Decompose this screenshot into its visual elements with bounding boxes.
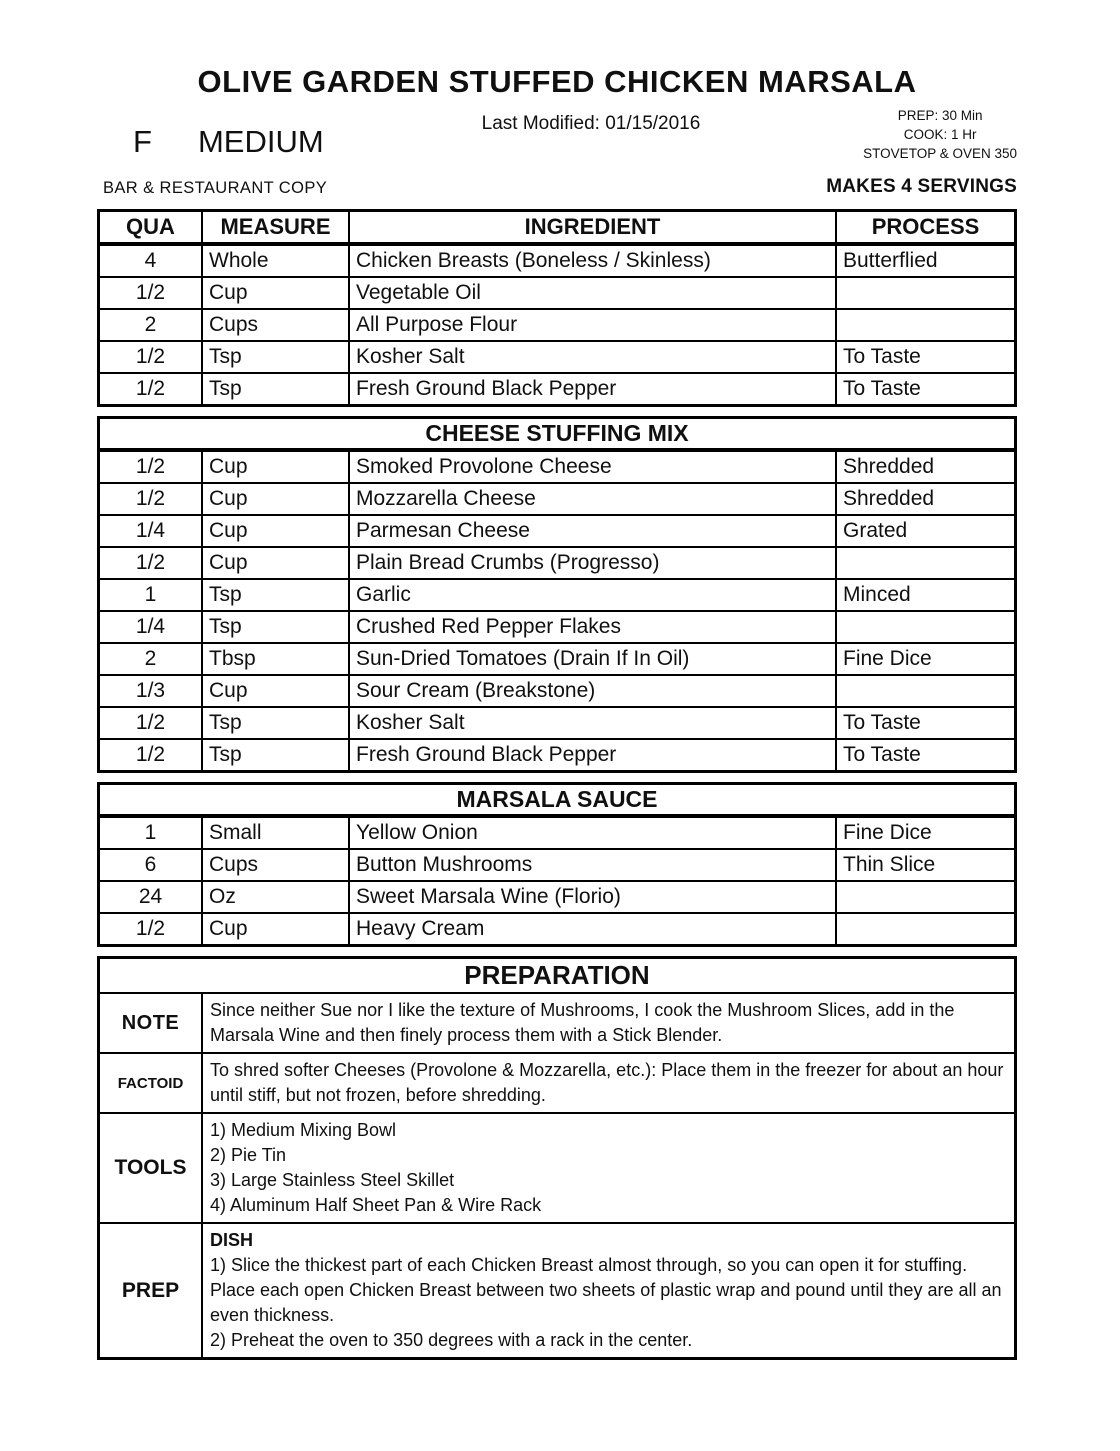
ingredient-row <box>100 880 1014 912</box>
measure-cell: Oz <box>201 882 348 912</box>
ingredient-row <box>100 642 1014 674</box>
ingredient-row <box>100 610 1014 642</box>
qua-cell: 1/3 <box>135 679 166 702</box>
ingredient-cell: Fresh Ground Black Pepper <box>348 740 835 770</box>
ingredient-row <box>100 244 1014 276</box>
ingredient-cell: Garlic <box>348 580 835 610</box>
qua-cell: 1 <box>144 821 157 844</box>
ingredient-cell: Crushed Red Pepper Flakes <box>348 612 835 642</box>
preparation-title: PREPARATION <box>100 959 1014 994</box>
preparation-row-prep <box>100 1222 1014 1357</box>
process-cell <box>835 310 1014 340</box>
ingredients-table-marsala-sauce <box>97 782 1017 947</box>
qua-cell: 1/4 <box>135 615 166 638</box>
measure-cell: Tsp <box>201 612 348 642</box>
factoid-text: To shred softer Cheeses (Provolone & Mozzarella, etc.): Place them in the freezer for about an hour until stiff, but not frozen, before shredding. <box>210 1060 1004 1105</box>
tools-list <box>203 1114 1014 1222</box>
process-cell: Thin Slice <box>835 850 1014 880</box>
qua-cell: 1/2 <box>135 917 166 940</box>
measure-cell: Cup <box>201 914 348 944</box>
measure-cell: Cup <box>201 548 348 578</box>
ingredients-table-cheese-stuffing <box>97 416 1017 773</box>
qua-cell: 2 <box>144 313 157 336</box>
qua-cell: 2 <box>144 647 157 670</box>
measure-cell: Tsp <box>201 580 348 610</box>
ingredient-cell: Kosher Salt <box>348 342 835 372</box>
prep-heading: DISH <box>210 1230 254 1250</box>
process-cell: To Taste <box>835 740 1014 770</box>
ingredient-row <box>100 738 1014 770</box>
ingredients-table-main <box>97 209 1017 407</box>
tool-item: 4) Aluminum Half Sheet Pan & Wire Rack <box>210 1195 542 1215</box>
ingredient-cell: Yellow Onion <box>348 818 835 848</box>
ingredient-row <box>100 706 1014 738</box>
qua-cell: 1 <box>144 583 157 606</box>
col-header-qua: QUA <box>126 214 175 239</box>
recipe-size: MEDIUM <box>197 124 324 159</box>
qua-cell: 1/2 <box>135 743 166 766</box>
recipe-content <box>97 0 1017 1369</box>
ingredient-cell: Sun-Dried Tomatoes (Drain If In Oil) <box>348 644 835 674</box>
qua-cell: 1/2 <box>135 455 166 478</box>
ingredient-row <box>100 276 1014 308</box>
ingredient-row <box>100 912 1014 944</box>
prep-steps <box>203 1224 1014 1357</box>
process-cell: To Taste <box>835 708 1014 738</box>
measure-cell: Cup <box>201 484 348 514</box>
ingredient-row <box>100 546 1014 578</box>
preparation-table <box>97 956 1017 1360</box>
note-label: NOTE <box>100 994 203 1052</box>
process-cell <box>835 612 1014 642</box>
ingredient-cell: Fresh Ground Black Pepper <box>348 374 835 404</box>
col-header-process: PROCESS <box>835 212 1014 242</box>
col-header-ingredient: INGREDIENT <box>348 212 835 242</box>
factoid-label: FACTOID <box>100 1054 203 1112</box>
process-cell <box>835 548 1014 578</box>
preparation-row-tools <box>100 1112 1014 1222</box>
section-title-cheese-stuffing: CHEESE STUFFING MIX <box>100 419 1014 450</box>
measure-cell: Tsp <box>201 374 348 404</box>
ingredient-row <box>100 308 1014 340</box>
ingredient-cell: Button Mushrooms <box>348 850 835 880</box>
ingredient-cell: Vegetable Oil <box>348 278 835 308</box>
table-header-row <box>100 212 1014 244</box>
ingredient-row <box>100 514 1014 546</box>
last-modified: Last Modified: 01/15/2016 <box>481 113 701 134</box>
measure-cell: Small <box>201 818 348 848</box>
process-cell: Butterflied <box>835 246 1014 276</box>
ingredient-cell: Sweet Marsala Wine (Florio) <box>348 882 835 912</box>
recipe-code: F <box>133 124 152 159</box>
measure-cell: Cup <box>201 516 348 546</box>
ingredient-cell: Smoked Provolone Cheese <box>348 452 835 482</box>
process-cell: Fine Dice <box>835 818 1014 848</box>
ingredient-row <box>100 340 1014 372</box>
process-cell <box>835 278 1014 308</box>
process-cell: Fine Dice <box>835 644 1014 674</box>
qua-cell: 24 <box>138 885 163 908</box>
ingredient-row <box>100 848 1014 880</box>
measure-cell: Cup <box>201 676 348 706</box>
prep-step: 2) Preheat the oven to 350 degrees with a rack in the center. <box>210 1330 693 1350</box>
process-cell: Minced <box>835 580 1014 610</box>
measure-cell: Tsp <box>201 708 348 738</box>
qua-cell: 1/2 <box>135 345 166 368</box>
process-cell: Shredded <box>835 484 1014 514</box>
ingredient-cell: Plain Bread Crumbs (Progresso) <box>348 548 835 578</box>
ingredient-row <box>100 816 1014 848</box>
page-title: OLIVE GARDEN STUFFED CHICKEN MARSALA <box>197 64 917 99</box>
tools-label: TOOLS <box>100 1114 203 1222</box>
tool-item: 1) Medium Mixing Bowl <box>210 1120 397 1140</box>
measure-cell: Tsp <box>201 740 348 770</box>
ingredient-row <box>100 372 1014 404</box>
process-cell <box>835 676 1014 706</box>
measure-cell: Whole <box>201 246 348 276</box>
measure-cell: Cups <box>201 850 348 880</box>
ingredient-row <box>100 578 1014 610</box>
qua-cell: 1/4 <box>135 519 166 542</box>
cook-info-block <box>863 106 1017 163</box>
qua-cell: 1/2 <box>135 551 166 574</box>
measure-cell: Cup <box>201 452 348 482</box>
prep-time: PREP: 30 Min <box>897 108 983 123</box>
measure-cell: Tbsp <box>201 644 348 674</box>
col-header-measure: MEASURE <box>201 212 348 242</box>
cook-method: STOVETOP & OVEN 350 <box>863 146 1017 161</box>
prep-label: PREP <box>100 1224 203 1357</box>
process-cell <box>835 882 1014 912</box>
process-cell: To Taste <box>835 342 1014 372</box>
ingredient-cell: Kosher Salt <box>348 708 835 738</box>
process-cell: Grated <box>835 516 1014 546</box>
qua-cell: 1/2 <box>135 281 166 304</box>
ingredient-cell: Heavy Cream <box>348 914 835 944</box>
cook-time: COOK: 1 Hr <box>903 127 977 142</box>
ingredient-cell: Sour Cream (Breakstone) <box>348 676 835 706</box>
header-meta <box>97 100 1017 176</box>
qua-cell: 6 <box>144 853 157 876</box>
ingredient-row <box>100 674 1014 706</box>
prep-step: 1) Slice the thickest part of each Chicken Breast almost through, so you can open it for stuffing. Place each open Chicken Breast between two sheets of plastic wrap and pound until they are all an even thickness. <box>210 1255 1002 1325</box>
copy-label: BAR & RESTAURANT COPY <box>103 179 328 197</box>
header-subline <box>97 176 1017 198</box>
qua-cell: 1/2 <box>135 487 166 510</box>
qua-cell: 4 <box>144 249 157 272</box>
process-cell <box>835 914 1014 944</box>
ingredient-cell: All Purpose Flour <box>348 310 835 340</box>
servings-label: MAKES 4 SERVINGS <box>826 176 1017 197</box>
ingredient-row <box>100 450 1014 482</box>
qua-cell: 1/2 <box>135 377 166 400</box>
measure-cell: Cup <box>201 278 348 308</box>
tool-item: 2) Pie Tin <box>210 1145 287 1165</box>
tool-item: 3) Large Stainless Steel Skillet <box>210 1170 455 1190</box>
ingredient-cell: Mozzarella Cheese <box>348 484 835 514</box>
ingredient-row <box>100 482 1014 514</box>
process-cell: Shredded <box>835 452 1014 482</box>
note-text: Since neither Sue nor I like the texture of Mushrooms, I cook the Mushroom Slices, add in the Marsala Wine and then finely process them with a Stick Blender. <box>210 1000 955 1045</box>
process-cell: To Taste <box>835 374 1014 404</box>
ingredient-cell: Chicken Breasts (Boneless / Skinless) <box>348 246 835 276</box>
preparation-row-factoid <box>100 1052 1014 1112</box>
ingredient-cell: Parmesan Cheese <box>348 516 835 546</box>
measure-cell: Cups <box>201 310 348 340</box>
measure-cell: Tsp <box>201 342 348 372</box>
preparation-row-note <box>100 994 1014 1052</box>
qua-cell: 1/2 <box>135 711 166 734</box>
section-title-marsala-sauce: MARSALA SAUCE <box>100 785 1014 816</box>
